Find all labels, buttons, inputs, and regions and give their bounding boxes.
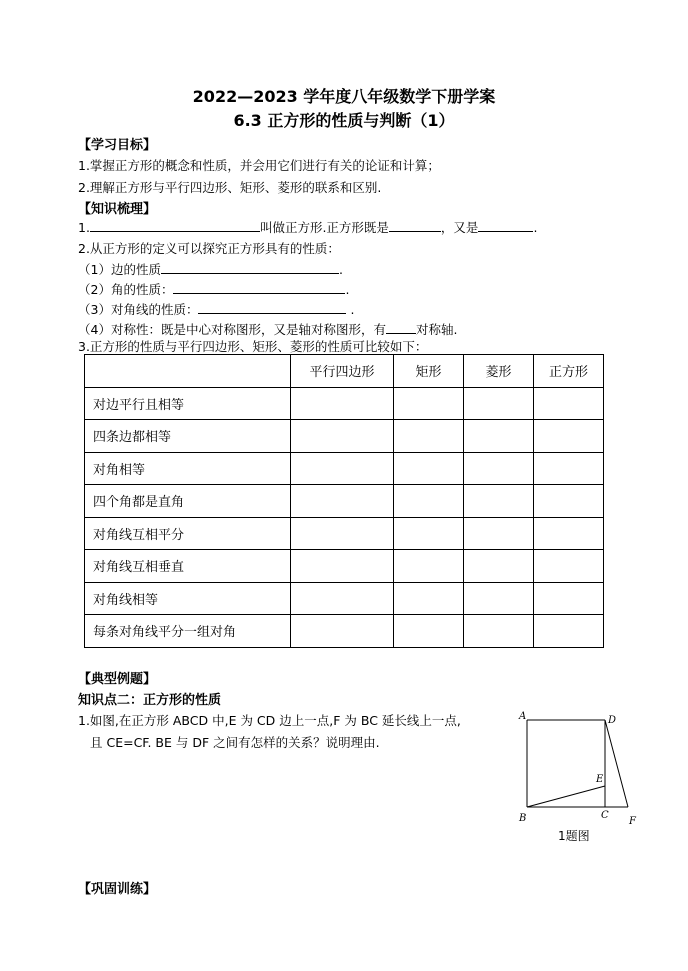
sub3-end: . [350, 302, 355, 317]
table-cell[interactable] [291, 517, 394, 550]
row-label: 对角线互相垂直 [85, 550, 291, 583]
sub1-label: （1）边的性质 [78, 262, 161, 277]
label-d: D [608, 715, 617, 726]
table-cell[interactable] [534, 485, 604, 518]
problem-line-2: 且 CE=CF. BE 与 DF 之间有怎样的关系？说明理由. [90, 735, 380, 750]
table-row [85, 485, 604, 518]
row-label: 对角线互相平分 [85, 517, 291, 550]
table-header-cell [85, 355, 291, 388]
table-cell[interactable] [291, 387, 394, 420]
table-cell[interactable] [534, 517, 604, 550]
knowledge-sub1 [78, 260, 343, 278]
table-cell[interactable] [534, 420, 604, 453]
table-cell[interactable] [394, 452, 464, 485]
label-f: F [629, 816, 636, 827]
comparison-table [84, 354, 604, 648]
table-cell[interactable] [291, 452, 394, 485]
table-cell[interactable] [394, 485, 464, 518]
row-label: 四条边都相等 [85, 420, 291, 453]
table-header-cell: 正方形 [534, 355, 604, 388]
table-header-cell: 菱形 [464, 355, 534, 388]
table-cell[interactable] [464, 485, 534, 518]
problem-line-1: 1.如图,在正方形 ABCD 中,E 为 CD 边上一点,F 为 BC 延长线上一点, [78, 713, 461, 728]
row-label: 对边平行且相等 [85, 387, 291, 420]
table-cell[interactable] [464, 387, 534, 420]
row-label: 对角相等 [85, 452, 291, 485]
sub4-text2: 对称轴. [415, 322, 458, 337]
table-row [85, 615, 604, 648]
table-cell[interactable] [394, 615, 464, 648]
figure-caption: 1题图 [558, 829, 590, 843]
q1-prefix: 1. [78, 220, 90, 235]
knowledge-point-title: 知识点二：正方形的性质 [78, 693, 222, 708]
table-cell[interactable] [464, 550, 534, 583]
sub3-label: （3）对角线的性质： [78, 302, 199, 317]
sub2-blank[interactable] [173, 281, 345, 294]
q1-mid: 叫做正方形.正方形既是 [259, 220, 389, 235]
label-a: A [519, 711, 527, 722]
objective-item-1: 1.掌握正方形的概念和性质，并会用它们进行有关的论证和计算； [78, 158, 440, 173]
table-row [85, 582, 604, 615]
q1-blank-1[interactable] [389, 219, 441, 232]
objective-item-2: 2.理解正方形与平行四边形、矩形、菱形的联系和区别. [78, 180, 382, 195]
page-subtitle: 6.3 正方形的性质与判断（1） [233, 111, 455, 130]
q1-mid2: ，又是 [440, 220, 479, 235]
table-cell[interactable] [534, 387, 604, 420]
knowledge-q3: 3.正方形的性质与平行四边形、矩形、菱形的性质可比较如下： [78, 339, 428, 354]
knowledge-sub3 [78, 300, 354, 318]
knowledge-heading: 【知识梳理】 [78, 202, 157, 217]
table-cell[interactable] [291, 582, 394, 615]
q1-end: . [533, 220, 538, 235]
table-cell[interactable] [394, 582, 464, 615]
segment-df [605, 720, 628, 807]
sub2-label: （2）角的性质： [78, 282, 174, 297]
practice-heading: 【巩固训练】 [78, 882, 157, 897]
label-e: E [596, 774, 604, 785]
table-cell[interactable] [464, 582, 534, 615]
knowledge-sub4 [78, 320, 457, 338]
table-row [85, 452, 604, 485]
table-cell[interactable] [291, 420, 394, 453]
table-cell[interactable] [291, 615, 394, 648]
knowledge-sub2 [78, 280, 349, 298]
table-header-row [85, 355, 604, 388]
row-label: 四个角都是直角 [85, 485, 291, 518]
table-header-cell: 平行四边形 [291, 355, 394, 388]
sub1-end: . [338, 262, 343, 277]
row-label: 每条对角线平分一组对角 [85, 615, 291, 648]
table-cell[interactable] [394, 387, 464, 420]
sub1-blank[interactable] [161, 261, 339, 274]
sub4-blank[interactable] [386, 321, 416, 334]
segment-be [527, 786, 605, 807]
table-row [85, 517, 604, 550]
table-cell[interactable] [534, 582, 604, 615]
table-cell[interactable] [464, 452, 534, 485]
square-figure [512, 708, 648, 850]
table-cell[interactable] [291, 485, 394, 518]
q1-blank-definition[interactable] [90, 219, 260, 232]
examples-heading: 【典型例题】 [78, 672, 157, 687]
table-header-cell: 矩形 [394, 355, 464, 388]
table-row [85, 387, 604, 420]
row-label: 对角线相等 [85, 582, 291, 615]
table-cell[interactable] [534, 550, 604, 583]
table-cell[interactable] [394, 420, 464, 453]
knowledge-q1 [78, 218, 537, 236]
q1-blank-2[interactable] [478, 219, 533, 232]
label-c: C [601, 810, 609, 821]
table-cell[interactable] [394, 517, 464, 550]
label-b: B [519, 813, 527, 824]
table-cell[interactable] [464, 615, 534, 648]
table-cell[interactable] [534, 452, 604, 485]
page-title: 2022—2023 学年度八年级数学下册学案 [192, 87, 496, 106]
sub3-blank[interactable] [198, 301, 346, 314]
objectives-heading: 【学习目标】 [78, 138, 157, 153]
sub2-end: . [345, 282, 350, 297]
table-cell[interactable] [394, 550, 464, 583]
knowledge-q2: 2.从正方形的定义可以探究正方形具有的性质： [78, 241, 340, 256]
table-cell[interactable] [534, 615, 604, 648]
table-row [85, 420, 604, 453]
table-cell[interactable] [464, 517, 534, 550]
table-row [85, 550, 604, 583]
table-cell[interactable] [291, 550, 394, 583]
table-cell[interactable] [464, 420, 534, 453]
sub4-text1: （4）对称性：既是中心对称图形，又是轴对称图形，有 [78, 322, 386, 337]
